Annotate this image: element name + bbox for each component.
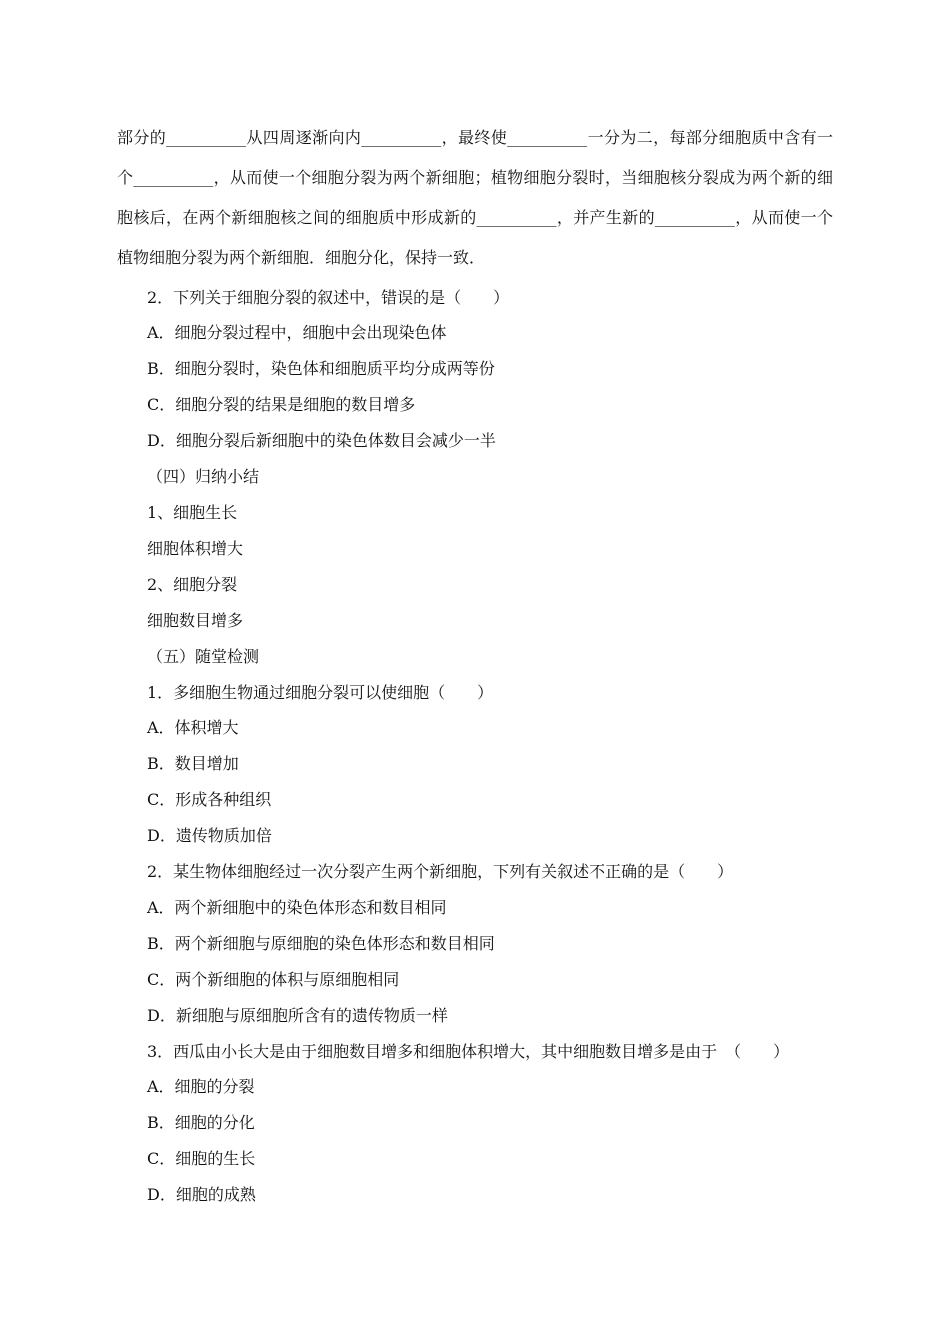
quiz-2-option-a: A．两个新细胞中的染色体形态和数目相同 [147, 898, 447, 917]
summary-item-1: 1、细胞生长 [147, 503, 238, 522]
quiz-1-option-c: C．形成各种组织 [147, 790, 272, 809]
question-2-option-b: B．细胞分裂时，染色体和细胞质平均分成两等份 [147, 359, 495, 378]
quiz-2-stem: 2．某生物体细胞经过一次分裂产生两个新细胞，下列有关叙述不正确的是（ ） [147, 862, 734, 881]
quiz-1-stem: 1．多细胞生物通过细胞分裂可以使细胞（ ） [147, 683, 494, 702]
quiz-1-option-a: A．体积增大 [147, 718, 239, 737]
summary-item-2-detail: 细胞数目增多 [147, 611, 244, 630]
question-2-stem: 2．下列关于细胞分裂的叙述中，错误的是（ ） [147, 288, 510, 307]
summary-item-2: 2、细胞分裂 [147, 575, 238, 594]
quiz-2-option-c: C．两个新细胞的体积与原细胞相同 [147, 970, 400, 989]
intro-paragraph: 部分的__________从四周逐渐向内__________，最终使__________一分为二，每部分细胞质中含有一个__________，从而使一个细胞分裂为两个新细胞；植物细胞分裂时，当细胞核分裂成为两个新的细胞核后，在两个新细胞核之间的细胞质中形成新的__________，并产生新的__________，从而使一个植物细胞分裂为两个新细胞．细胞分化，保持一致． [117, 128, 833, 267]
question-2-option-c: C．细胞分裂的结果是细胞的数目增多 [147, 395, 416, 414]
quiz-2-option-d: D．新细胞与原细胞所含有的遗传物质一样 [147, 1006, 448, 1025]
quiz-3-option-a: A．细胞的分裂 [147, 1077, 255, 1096]
quiz-2-option-b: B．两个新细胞与原细胞的染色体形态和数目相同 [147, 934, 495, 953]
quiz-3-option-b: B．细胞的分化 [147, 1113, 255, 1132]
question-2-option-a: A．细胞分裂过程中，细胞中会出现染色体 [147, 323, 447, 342]
question-2-option-d: D．细胞分裂后新细胞中的染色体数目会减少一半 [147, 431, 496, 450]
summary-item-1-detail: 细胞体积增大 [147, 539, 244, 558]
quiz-3-stem: 3．西瓜由小长大是由于细胞数目增多和细胞体积增大，其中细胞数目增多是由于 （ ） [147, 1042, 790, 1061]
quiz-1-option-d: D．遗传物质加倍 [147, 826, 272, 845]
section-heading-quiz: （五）随堂检测 [147, 647, 260, 666]
quiz-3-option-d: D．细胞的成熟 [147, 1185, 256, 1204]
section-heading-summary: （四）归纳小结 [147, 467, 260, 486]
quiz-1-option-b: B．数目增加 [147, 754, 239, 773]
quiz-3-option-c: C．细胞的生长 [147, 1149, 256, 1168]
